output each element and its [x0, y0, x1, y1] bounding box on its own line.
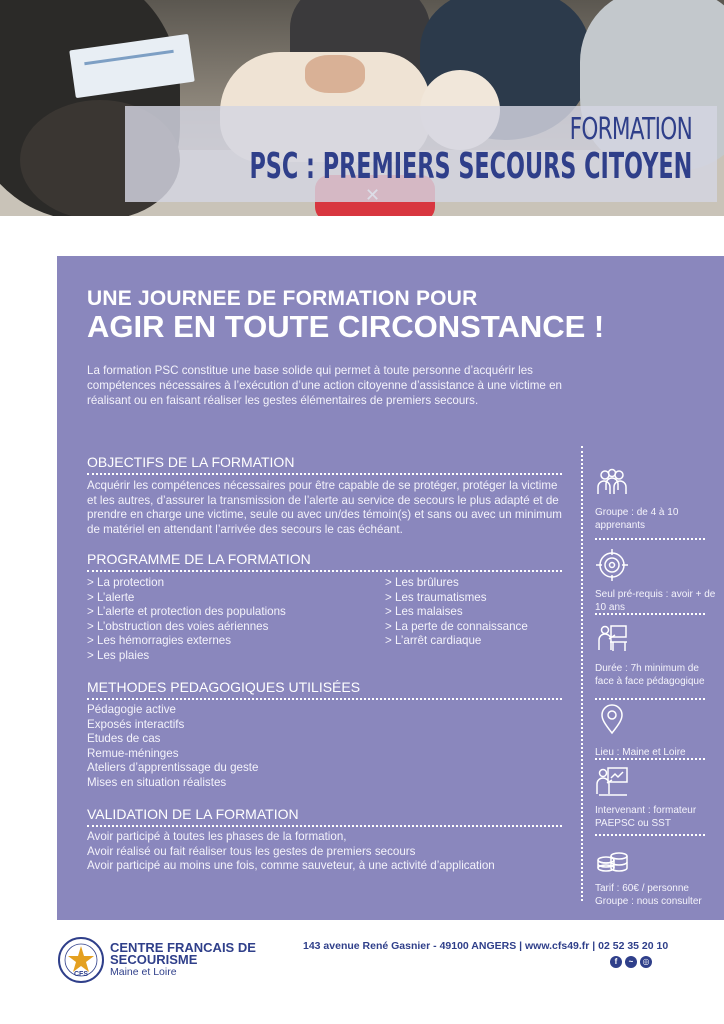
logo-text: CFS	[74, 971, 88, 978]
hero-kicker: FORMATION	[569, 112, 692, 147]
sidebar-divider	[581, 446, 583, 901]
sidebar-separator	[595, 613, 705, 615]
hero-photo-hands	[305, 55, 365, 93]
validation-list	[87, 830, 495, 874]
coins-icon	[595, 842, 629, 876]
info-intervenant	[595, 764, 720, 830]
teacher-desk-icon	[595, 622, 629, 656]
info-intervenant-text: Intervenant : formateur PAEPSC ou SST	[595, 805, 697, 829]
objectifs-text: Acquérir les compétences nécessaires pour être capable de se protéger, protéger la victime et les autres, d’assurer la transmission de l’alerte au service de secours le plus adapté et de prendre en charge une victime, seule ou avec un/des témoin(s) et sans ou avec un minimum de matériel en attendant l’arrivée des secours le cas échéant.	[87, 479, 562, 536]
page-title: PSC : PREMIERS SECOURS CITOYEN	[249, 146, 692, 187]
list-item: > Les plaies	[87, 648, 150, 662]
list-item: > Les hémorragies externes	[87, 634, 232, 648]
target-icon	[595, 548, 629, 582]
sidebar-separator	[595, 698, 705, 700]
org-region: Maine et Loire	[110, 966, 177, 978]
list-item: > L’alerte et protection des populations	[87, 605, 286, 619]
info-tarif-text: Tarif : 60€ / personne	[595, 883, 689, 894]
headline-line-2: AGIR EN TOUTE CIRCONSTANCE !	[87, 309, 605, 344]
list-item: Avoir participé au moins une fois, comme sauveteur, à une activité d’application	[87, 859, 495, 873]
social-links	[610, 956, 652, 968]
list-item: > La perte de connaissance	[385, 619, 528, 633]
info-tarif	[595, 842, 720, 908]
info-duree	[595, 622, 720, 688]
content-panel	[57, 256, 724, 920]
sidebar-separator	[595, 758, 705, 760]
sidebar-separator	[595, 538, 705, 540]
info-tarif-groupe-text: Groupe : nous consulter	[595, 896, 702, 907]
section-divider	[87, 570, 562, 572]
section-title-objectifs: OBJECTIFS DE LA FORMATION	[87, 454, 295, 470]
info-groupe-text: Groupe : de 4 à 10 apprenants	[595, 507, 679, 531]
instagram-icon[interactable]: ◎	[640, 956, 652, 968]
info-duree-text: Durée : 7h minimum de face à face pédagogique	[595, 663, 705, 687]
intro-paragraph: La formation PSC constitue une base solide qui permet à toute personne d’acquérir les compétences nécessaires à l’exécution d’une action citoyenne d’assistance à une victime en réalisant ou en faisant réaliser les gestes élémentaires de premiers secours.	[87, 364, 562, 407]
section-title-methodes: METHODES PEDAGOGIQUES UTILISÉES	[87, 679, 361, 695]
list-item: > L’obstruction des voies aériennes	[87, 619, 269, 633]
section-divider	[87, 473, 562, 475]
list-item: Remue-méninges	[87, 746, 179, 760]
trainer-board-icon	[595, 764, 629, 798]
info-groupe	[595, 466, 720, 532]
list-item: Mises en situation réalistes	[87, 775, 227, 789]
section-divider	[87, 825, 562, 827]
footer	[0, 920, 724, 1024]
cfs-logo	[57, 936, 105, 984]
list-item: > L’arrêt cardiaque	[385, 634, 482, 648]
info-lieu	[595, 702, 720, 759]
list-item: > La protection	[87, 576, 165, 589]
list-item: Etudes de cas	[87, 732, 161, 746]
programme-list-col1	[87, 576, 286, 664]
sidebar-separator	[595, 834, 705, 836]
location-pin-icon	[595, 702, 629, 736]
methodes-list	[87, 703, 258, 791]
headline-line-1: UNE JOURNEE DE FORMATION POUR	[87, 287, 478, 310]
hero-banner	[0, 0, 724, 216]
list-item: Avoir réalisé ou fait réaliser tous les gestes de premiers secours	[87, 844, 416, 858]
list-item: > Les malaises	[385, 605, 463, 619]
list-item: > Les brûlures	[385, 576, 459, 589]
org-name-line-2: SECOURISME	[110, 952, 198, 967]
programme-list-col2	[385, 576, 528, 649]
info-prerequis	[595, 548, 720, 614]
section-divider	[87, 698, 562, 700]
list-item: Exposés interactifs	[87, 717, 185, 731]
messenger-icon[interactable]: ~	[625, 956, 637, 968]
list-item: Avoir participé à toutes les phases de la formation,	[87, 830, 347, 843]
org-name-line-1: CENTRE FRANCAIS DE	[110, 940, 256, 955]
list-item: > L’alerte	[87, 590, 135, 604]
group-icon	[595, 466, 629, 500]
list-item: > Les traumatismes	[385, 590, 487, 604]
section-title-validation: VALIDATION DE LA FORMATION	[87, 806, 299, 822]
section-title-programme: PROGRAMME DE LA FORMATION	[87, 551, 311, 567]
info-lieu-text: Lieu : Maine et Loire	[595, 747, 686, 758]
facebook-icon[interactable]: f	[610, 956, 622, 968]
list-item: Pédagogie active	[87, 703, 176, 716]
info-prerequis-text: Seul pré-requis : avoir + de 10 ans	[595, 589, 716, 613]
list-item: Ateliers d’apprentissage du geste	[87, 761, 259, 775]
contact-line[interactable]: 143 avenue René Gasnier - 49100 ANGERS | www.cfs49.fr | 02 52 35 20 10	[303, 940, 669, 952]
